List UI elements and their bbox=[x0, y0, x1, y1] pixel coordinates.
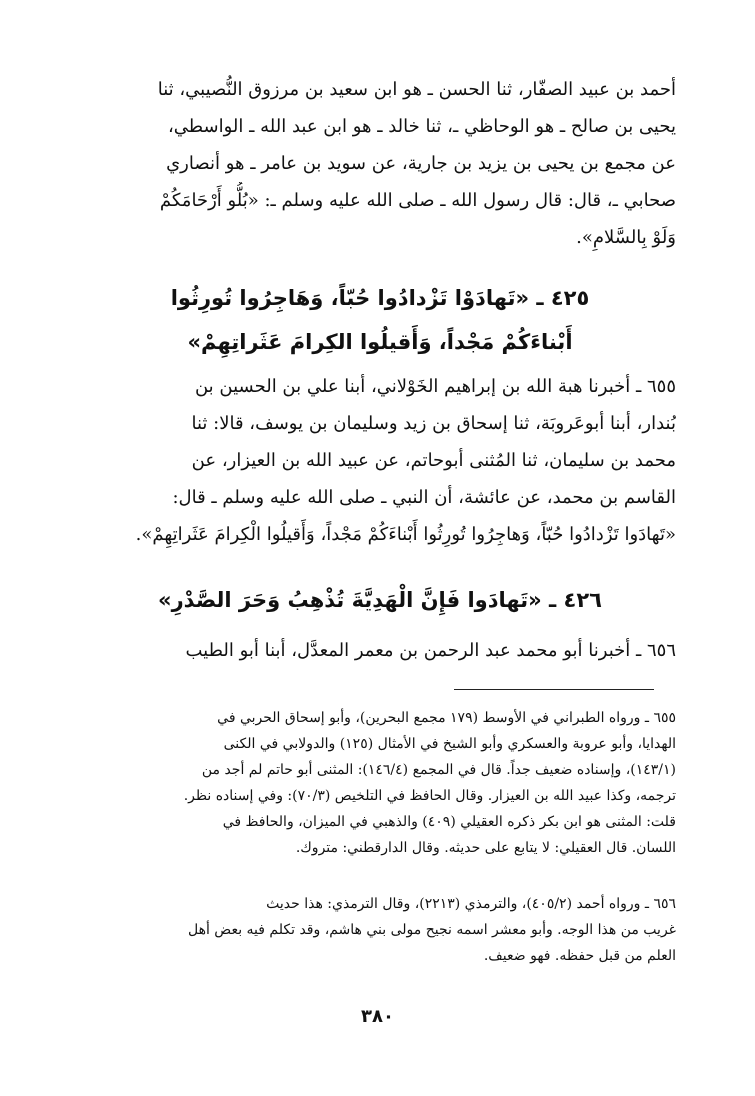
hadith-heading-line: ٤٢٦ ـ «تَهادَوا فَإِنَّ الْهَدِيَّةَ تُذْهِبُ وَحَرَ الصَّدْرِ» bbox=[158, 588, 602, 612]
footnote-line: غريب من هذا الوجه. وأبو معشر اسمه نجيح مولى بني هاشم، وقد تكلم فيه بعض أهل bbox=[187, 922, 676, 938]
text-line: ٦٥٦ ـ أخبرنا أبو محمد عبد الرحمن بن معمر المعدَّل، أبنا أبو الطيب bbox=[185, 640, 676, 661]
narration-655 bbox=[72, 368, 676, 553]
text-line: صحابي ـ، قال: قال رسول الله ـ صلى الله عليه وسلم ـ: «بُلُّو أَرْحَامَكُمْ bbox=[159, 190, 676, 211]
isnad-paragraph bbox=[72, 71, 676, 256]
footnote-separator bbox=[454, 689, 654, 690]
footnote-655 bbox=[72, 705, 676, 861]
hadith-heading-425 bbox=[120, 276, 640, 364]
text-line: وَلَوْ بِالسَّلامِ». bbox=[576, 227, 676, 248]
page-number: ٣٨٠ bbox=[361, 1006, 394, 1027]
hadith-heading-line: ٤٢٥ ـ «تَهادَوْا تَزْدادُوا حُبّاً، وَهَاجِرُوا تُورِثُوا bbox=[170, 286, 590, 310]
text-line: عن مجمع بن يحيى بن يزيد بن جارية، عن سويد بن عامر ـ هو أنصاري bbox=[166, 153, 676, 174]
footnote-line: قلت: المثنى هو ابن بكر ذكره العقيلي (٤٠٩) والذهبي في الميزان، والحافظ في bbox=[222, 814, 676, 830]
text-line: أحمد بن عبيد الصفّار، ثنا الحسن ـ هو ابن سعيد بن مرزوق النُّصيبي، ثنا bbox=[157, 79, 676, 100]
text-line: «تَهادَوا تَزْدادُوا حُبّاً، وَهاجِرُوا تُورِثُوا أَبْناءَكُمْ مَجْداً، وَأَقيلُوا الْكِرامَ عَثَراتِهِمْ». bbox=[135, 524, 676, 545]
hadith-heading-426 bbox=[120, 578, 640, 622]
footnote-line: (١٤٣/١)، وإسناده ضعيف جداً. قال في المجمع (١٤٦/٤): المثنى أبو حاتم لم أجد من bbox=[201, 762, 676, 778]
footnote-line: ترجمه، وكذا عبيد الله بن العيزار. وقال الحافظ في التلخيص (٧٠/٣): وفي إسناده نظر. bbox=[183, 788, 676, 804]
footnote-line: الهدايا، وأبو عروبة والعسكري وأبو الشيخ في الأمثال (١٢٥) والدولابي في الكنى bbox=[223, 736, 676, 752]
footnote-line: العلم من قبل حفظه. فهو ضعيف. bbox=[483, 948, 676, 964]
footnote-line: ٦٥٥ ـ ورواه الطبراني في الأوسط (١٧٩ مجمع البحرين)، وأبو إسحاق الحربي في bbox=[217, 710, 676, 726]
narration-656 bbox=[72, 632, 676, 669]
text-line: محمد بن سليمان، ثنا المُثنى أبوحاتم، عن عبيد الله بن العيزار، عن bbox=[191, 450, 676, 471]
text-line: بُندار، أبنا أبوعَروبَة، ثنا إسحاق بن زيد وسليمان بن يوسف، قالا: ثنا bbox=[191, 413, 676, 434]
footnote-line: ٦٥٦ ـ ورواه أحمد (٤٠٥/٢)، والترمذي (٢٢١٣)، وقال الترمذي: هذا حديث bbox=[266, 896, 676, 912]
text-line: يحيى بن صالح ـ هو الوحاظي ـ، ثنا خالد ـ هو ابن عبد الله ـ الواسطي، bbox=[167, 116, 676, 137]
text-line: ٦٥٥ ـ أخبرنا هبة الله بن إبراهيم الخَوْلاني، أبنا علي بن الحسين بن bbox=[194, 376, 676, 397]
footnote-656 bbox=[72, 891, 676, 969]
hadith-heading-line: أَبْناءَكُمْ مَجْداً، وَأَقيلُوا الكِرامَ عَثَراتِهِمْ» bbox=[187, 330, 573, 354]
text-line: القاسم بن محمد، عن عائشة، أن النبي ـ صلى الله عليه وسلم ـ قال: bbox=[172, 487, 676, 508]
footnote-line: اللسان. قال العقيلي: لا يتابع على حديثه. وقال الدارقطني: متروك. bbox=[295, 840, 676, 856]
